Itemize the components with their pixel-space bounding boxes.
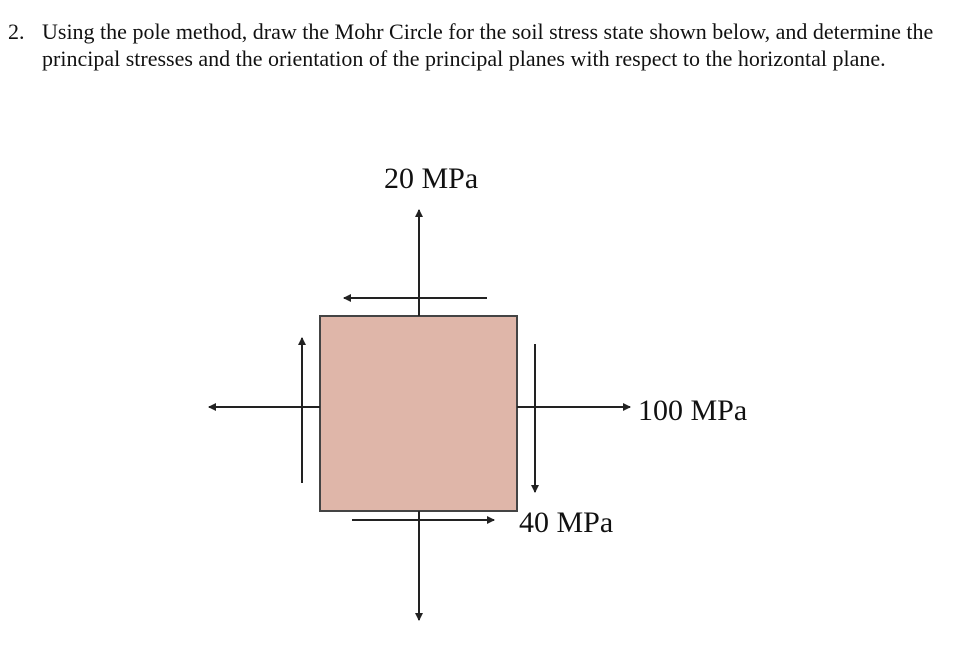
soil-element-square	[320, 316, 517, 511]
shear-stress-label: 40 MPa	[519, 506, 614, 539]
question-text: Using the pole method, draw the Mohr Circle for the soil stress state shown below, and determine the principal stresses and the orientation of the principal planes with respect to the horizontal plane.	[42, 19, 934, 71]
vertical-stress-label: 20 MPa	[384, 162, 479, 195]
question-number: 2.	[8, 19, 25, 44]
horizontal-stress-label: 100 MPa	[638, 394, 748, 427]
